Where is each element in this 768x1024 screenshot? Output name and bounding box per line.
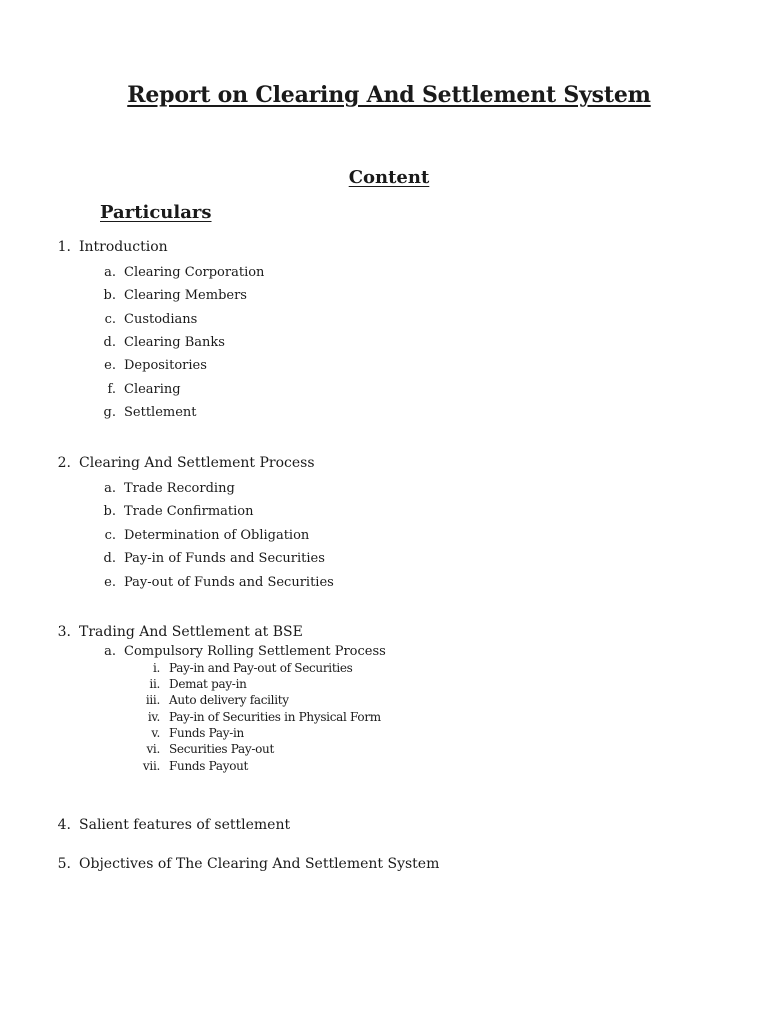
item-marker: e. bbox=[104, 358, 116, 373]
section-number: 2. bbox=[57, 455, 71, 471]
subitem-marker: v. bbox=[151, 726, 160, 740]
toc-subitem bbox=[145, 693, 289, 707]
item-text: Custodians bbox=[124, 312, 198, 327]
item-text: Clearing Banks bbox=[124, 335, 225, 350]
item-marker: f. bbox=[107, 382, 116, 397]
section-number: 5. bbox=[57, 856, 71, 872]
subitem-text: Funds Pay-in bbox=[169, 726, 244, 740]
section-title: Trading And Settlement at BSE bbox=[79, 624, 303, 640]
toc-subitem bbox=[146, 742, 274, 756]
item-marker: d. bbox=[103, 551, 116, 566]
subitem-text: Pay-in and Pay-out of Securities bbox=[169, 661, 353, 675]
item-marker: c. bbox=[104, 312, 116, 327]
toc-subitem bbox=[149, 677, 247, 691]
toc-item bbox=[103, 405, 197, 420]
toc-section bbox=[57, 856, 440, 872]
item-text: Pay-in of Funds and Securities bbox=[124, 551, 325, 566]
section-number: 3. bbox=[57, 624, 71, 640]
item-text: Trade Confirmation bbox=[124, 504, 254, 519]
toc-item bbox=[103, 504, 254, 519]
toc-item bbox=[103, 288, 247, 303]
subitem-text: Demat pay-in bbox=[169, 677, 247, 691]
section-title: Objectives of The Clearing And Settlement System bbox=[79, 856, 440, 872]
document-title: Report on Clearing And Settlement System bbox=[127, 82, 651, 108]
item-text: Clearing Corporation bbox=[124, 265, 265, 280]
toc-item bbox=[107, 382, 181, 397]
item-text: Clearing Members bbox=[124, 288, 247, 303]
toc-item bbox=[104, 265, 265, 280]
toc-item bbox=[104, 481, 235, 496]
section-number: 1. bbox=[57, 239, 71, 255]
toc-item bbox=[103, 551, 325, 566]
subitem-text: Pay-in of Securities in Physical Form bbox=[169, 710, 381, 724]
toc-section bbox=[57, 817, 291, 833]
section-number: 4. bbox=[57, 817, 71, 833]
toc-section bbox=[57, 239, 168, 255]
item-marker: b. bbox=[103, 288, 116, 303]
item-text: Pay-out of Funds and Securities bbox=[124, 575, 334, 590]
toc-section bbox=[57, 455, 315, 471]
content-heading: Content bbox=[348, 167, 430, 188]
item-text: Determination of Obligation bbox=[124, 528, 310, 543]
item-marker: d. bbox=[103, 335, 116, 350]
section-title: Salient features of settlement bbox=[79, 817, 291, 833]
item-text: Depositories bbox=[124, 358, 207, 373]
toc-item bbox=[104, 575, 334, 590]
toc-subitem bbox=[142, 759, 249, 773]
toc-item bbox=[103, 335, 225, 350]
section-title: Introduction bbox=[79, 239, 168, 255]
item-text: Settlement bbox=[124, 405, 197, 420]
item-marker: c. bbox=[104, 528, 116, 543]
subitem-marker: ii. bbox=[149, 677, 160, 691]
toc-subitem bbox=[152, 661, 353, 675]
subitem-marker: iii. bbox=[145, 693, 160, 707]
subitem-text: Funds Payout bbox=[169, 759, 249, 773]
subitem-marker: vii. bbox=[142, 759, 160, 773]
item-text: Compulsory Rolling Settlement Process bbox=[124, 644, 386, 659]
toc-item bbox=[104, 358, 207, 373]
toc-item bbox=[104, 644, 386, 659]
toc-item bbox=[104, 528, 310, 543]
subitem-marker: i. bbox=[152, 661, 160, 675]
item-marker: a. bbox=[104, 644, 116, 659]
item-marker: a. bbox=[104, 265, 116, 280]
toc-item bbox=[104, 312, 198, 327]
item-marker: g. bbox=[103, 405, 116, 420]
toc-section bbox=[57, 624, 303, 640]
particulars-heading: Particulars bbox=[100, 202, 212, 223]
subitem-text: Auto delivery facility bbox=[169, 693, 289, 707]
subitem-text: Securities Pay-out bbox=[169, 742, 274, 756]
toc-subitem bbox=[147, 710, 381, 724]
section-title: Clearing And Settlement Process bbox=[79, 455, 315, 471]
item-text: Clearing bbox=[124, 382, 181, 397]
item-marker: b. bbox=[103, 504, 116, 519]
item-marker: e. bbox=[104, 575, 116, 590]
subitem-marker: iv. bbox=[147, 710, 160, 724]
item-marker: a. bbox=[104, 481, 116, 496]
item-text: Trade Recording bbox=[124, 481, 235, 496]
toc-subitem bbox=[151, 726, 244, 740]
subitem-marker: vi. bbox=[146, 742, 160, 756]
